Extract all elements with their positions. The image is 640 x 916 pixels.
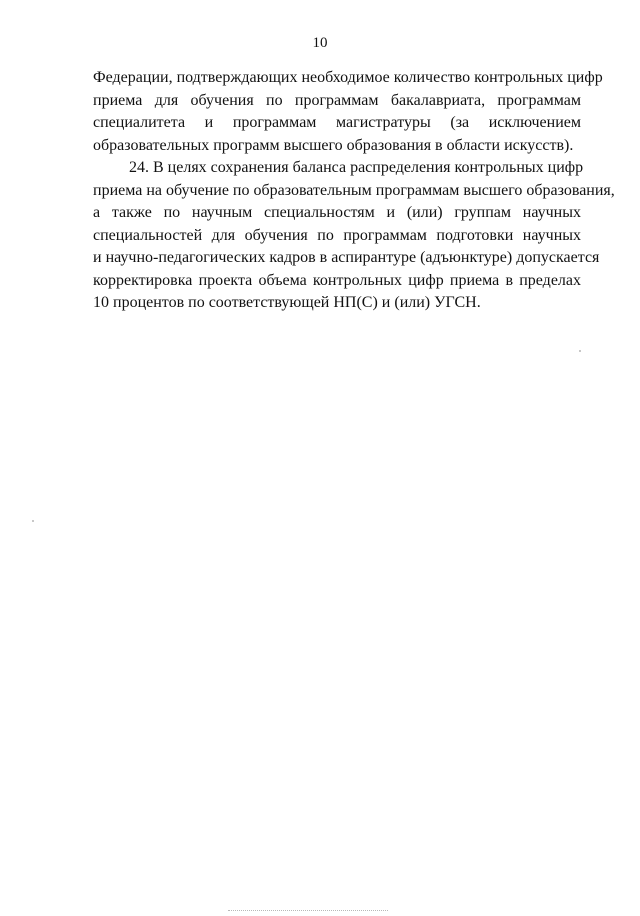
text-line: специалитета и программам магистратуры (за исключением (93, 114, 581, 131)
text-line: а также по научным специальностям и (или) группам научных (93, 204, 581, 221)
paragraph-24 (93, 157, 615, 315)
text-line: 10 процентов по соответствующей НП(С) и (или) УГСН. (93, 294, 481, 311)
paragraph-continuation (93, 67, 603, 157)
scan-edge-mark (228, 910, 388, 912)
text-line: и научно-педагогических кадров в аспирантуре (адъюнктуре) допускается (93, 249, 600, 266)
text-line: 24. В целях сохранения баланса распределения контрольных цифр (129, 159, 584, 176)
text-line: специальностей для обучения по программам подготовки научных (93, 226, 581, 244)
scan-speck (579, 350, 581, 352)
text-line: приема для обучения по программам бакалавриата, программам (93, 91, 581, 109)
text-line: Федерации, подтверждающих необходимое количество контрольных цифр (93, 69, 603, 86)
scan-speck (32, 520, 34, 522)
text-line: образовательных программ высшего образования в области искусств). (93, 136, 574, 154)
page-number: 10 (312, 35, 328, 51)
text-line: приема на обучение по образовательным программам высшего образования, (93, 181, 615, 199)
document-body (93, 67, 615, 315)
text-line: корректировка проекта объема контрольных цифр приема в пределах (93, 271, 581, 289)
